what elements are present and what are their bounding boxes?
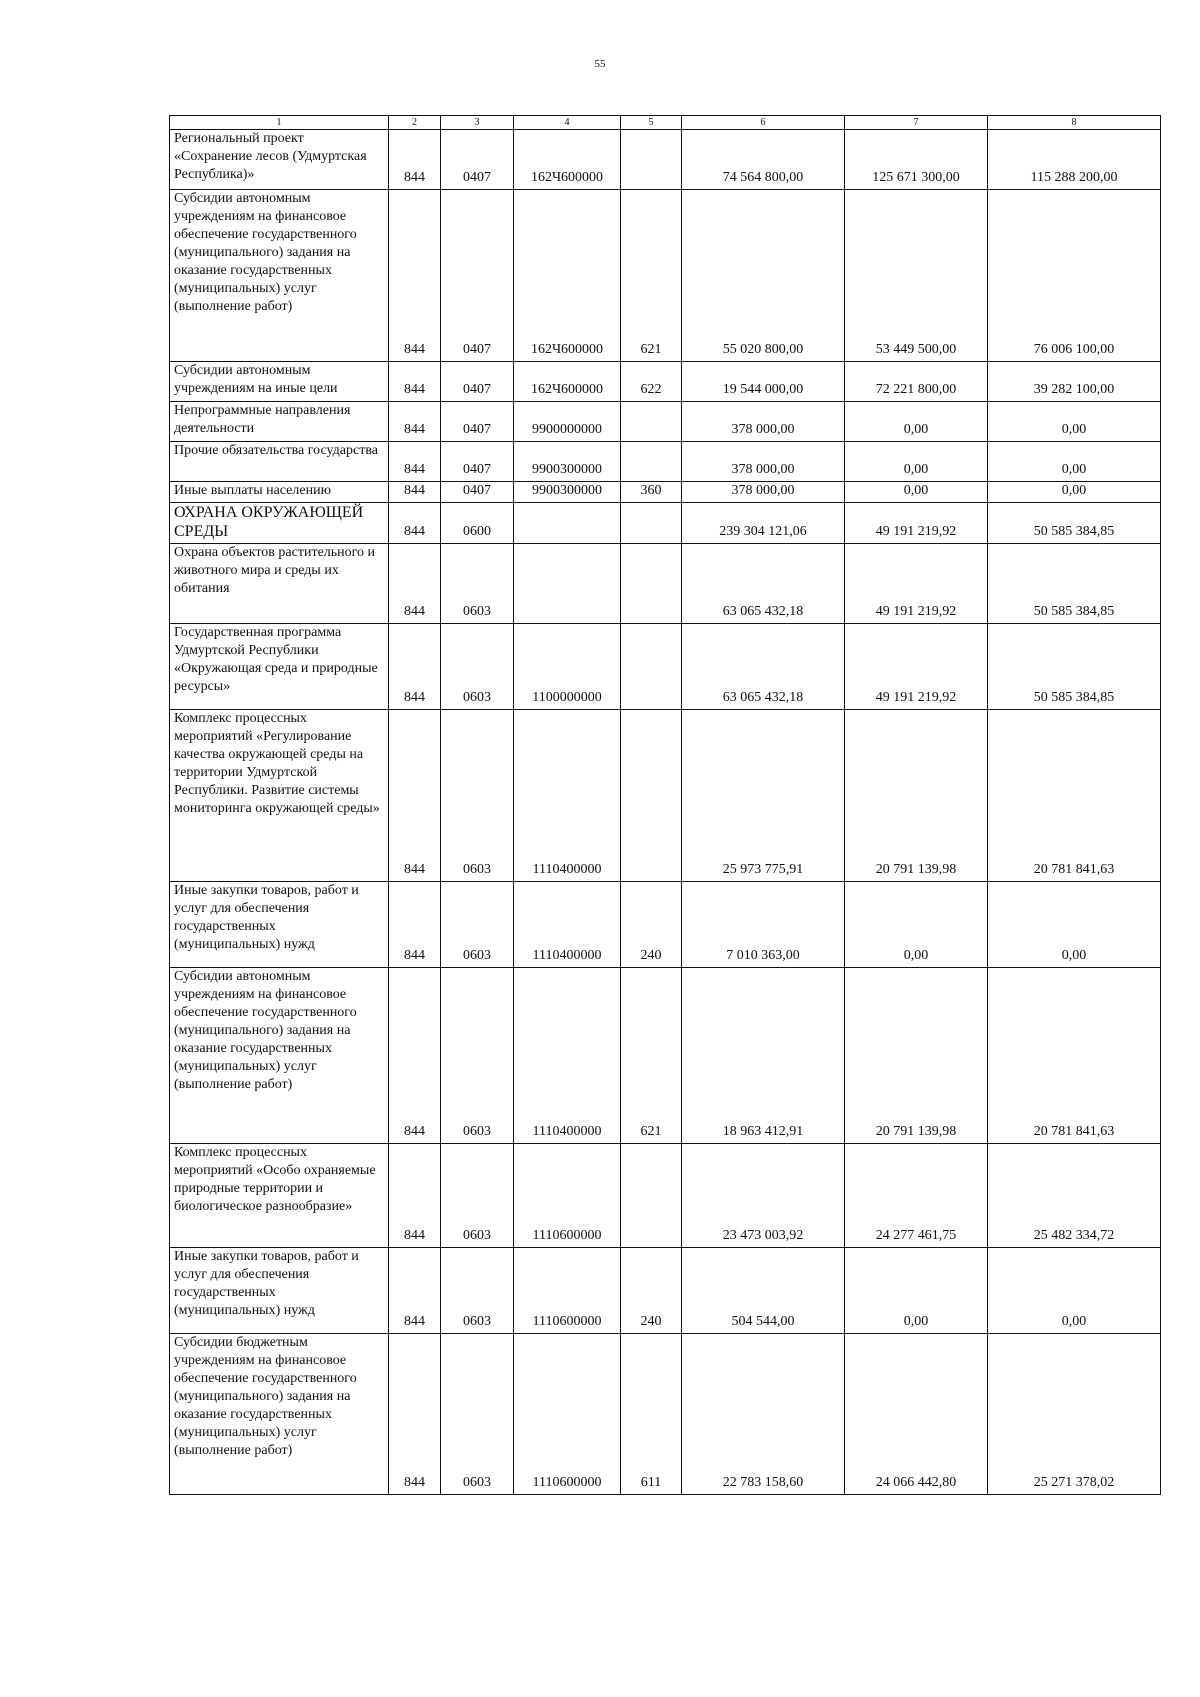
table-row [170,624,1161,710]
grbs-code: 844 [389,624,441,710]
row-name: Комплекс процессных мероприятий «Регулирование качества окружающей среды на территории Удмуртской Республики. Развитие системы мониторинга окружающей среды» [170,710,389,882]
amount-col8: 20 781 841,63 [988,968,1161,1144]
row-name: Охрана объектов растительного и животного мира и среды их обитания [170,544,389,624]
amount-col7: 0,00 [845,482,988,503]
section-code: 0603 [441,1248,514,1334]
amount-col6: 18 963 412,91 [682,968,845,1144]
grbs-code: 844 [389,130,441,190]
column-number: 4 [514,116,621,130]
amount-col8: 25 482 334,72 [988,1144,1161,1248]
table-row [170,544,1161,624]
target-article-code: 9900300000 [514,482,621,503]
grbs-code: 844 [389,710,441,882]
row-name: Государственная программа Удмуртской Республики «Окружающая среда и природные ресурсы» [170,624,389,710]
amount-col6: 504 544,00 [682,1248,845,1334]
section-code: 0603 [441,1334,514,1495]
amount-col6: 7 010 363,00 [682,882,845,968]
grbs-code: 844 [389,968,441,1144]
amount-col8: 0,00 [988,1248,1161,1334]
row-name: Субсидии автономным учреждениям на финансовое обеспечение государственного (муниципального) задания на оказание государственных (муниципальных) услуг (выполнение работ) [170,968,389,1144]
section-code: 0407 [441,130,514,190]
expense-type-code [621,624,682,710]
row-name: Иные закупки товаров, работ и услуг для обеспечения государственных (муниципальных) нужд [170,882,389,968]
column-number: 2 [389,116,441,130]
expense-type-code [621,710,682,882]
section-code: 0603 [441,624,514,710]
target-article-code [514,544,621,624]
section-code: 0407 [441,362,514,402]
table-row [170,402,1161,442]
grbs-code: 844 [389,482,441,503]
amount-col6: 25 973 775,91 [682,710,845,882]
expense-type-code: 611 [621,1334,682,1495]
row-name: Прочие обязательства государства [170,442,389,482]
amount-col8: 0,00 [988,882,1161,968]
expense-type-code [621,130,682,190]
amount-col8: 115 288 200,00 [988,130,1161,190]
target-article-code: 162Ч600000 [514,130,621,190]
amount-col6: 63 065 432,18 [682,624,845,710]
amount-col8: 0,00 [988,482,1161,503]
row-name: Иные закупки товаров, работ и услуг для обеспечения государственных (муниципальных) нужд [170,1248,389,1334]
expense-type-code: 360 [621,482,682,503]
amount-col8: 76 006 100,00 [988,190,1161,362]
target-article-code: 1110400000 [514,710,621,882]
row-name: Субсидии автономным учреждениям на финансовое обеспечение государственного (муниципального) задания на оказание государственных (муниципальных) услуг (выполнение работ) [170,190,389,362]
grbs-code: 844 [389,402,441,442]
target-article-code: 1110400000 [514,968,621,1144]
table-row [170,503,1161,544]
table-row [170,442,1161,482]
section-code: 0603 [441,1144,514,1248]
table-row [170,1144,1161,1248]
budget-table [169,115,1161,1495]
grbs-code: 844 [389,1144,441,1248]
expense-type-code: 622 [621,362,682,402]
expense-type-code [621,1144,682,1248]
grbs-code: 844 [389,882,441,968]
column-number: 5 [621,116,682,130]
amount-col7: 20 791 139,98 [845,710,988,882]
amount-col8: 39 282 100,00 [988,362,1161,402]
table-row [170,1248,1161,1334]
amount-col8: 50 585 384,85 [988,624,1161,710]
target-article-code [514,503,621,544]
section-code: 0603 [441,882,514,968]
table-row [170,1334,1161,1495]
page-number: 55 [594,58,606,70]
column-number-row [170,116,1161,130]
grbs-code: 844 [389,1334,441,1495]
amount-col8: 0,00 [988,402,1161,442]
section-code: 0407 [441,482,514,503]
amount-col7: 24 066 442,80 [845,1334,988,1495]
table-row [170,362,1161,402]
target-article-code: 1110600000 [514,1144,621,1248]
amount-col6: 23 473 003,92 [682,1144,845,1248]
amount-col6: 378 000,00 [682,442,845,482]
amount-col7: 0,00 [845,1248,988,1334]
amount-col7: 24 277 461,75 [845,1144,988,1248]
amount-col7: 125 671 300,00 [845,130,988,190]
amount-col6: 19 544 000,00 [682,362,845,402]
target-article-code: 162Ч600000 [514,362,621,402]
amount-col8: 0,00 [988,442,1161,482]
section-code: 0407 [441,442,514,482]
expense-type-code: 621 [621,968,682,1144]
row-name: Иные выплаты населению [170,482,389,503]
column-number: 1 [170,116,389,130]
section-code: 0407 [441,402,514,442]
expense-type-code [621,442,682,482]
table-row [170,130,1161,190]
section-code: 0603 [441,544,514,624]
amount-col8: 50 585 384,85 [988,544,1161,624]
row-name: Субсидии бюджетным учреждениям на финансовое обеспечение государственного (муниципального) задания на оказание государственных (муниципальных) услуг (выполнение работ) [170,1334,389,1495]
amount-col6: 55 020 800,00 [682,190,845,362]
column-number: 3 [441,116,514,130]
expense-type-code: 240 [621,1248,682,1334]
row-name: ОХРАНА ОКРУЖАЮЩЕЙ СРЕДЫ [170,503,389,544]
amount-col8: 50 585 384,85 [988,503,1161,544]
section-code: 0603 [441,710,514,882]
table-row [170,710,1161,882]
amount-col7: 49 191 219,92 [845,624,988,710]
row-name: Непрограммные направления деятельности [170,402,389,442]
table-row [170,968,1161,1144]
expense-type-code [621,402,682,442]
grbs-code: 844 [389,190,441,362]
amount-col7: 0,00 [845,882,988,968]
section-code: 0407 [441,190,514,362]
row-name: Комплекс процессных мероприятий «Особо охраняемые природные территории и биологическое разнообразие» [170,1144,389,1248]
target-article-code: 1110600000 [514,1334,621,1495]
amount-col7: 20 791 139,98 [845,968,988,1144]
grbs-code: 844 [389,362,441,402]
row-name: Субсидии автономным учреждениям на иные цели [170,362,389,402]
amount-col6: 378 000,00 [682,402,845,442]
target-article-code: 1110400000 [514,882,621,968]
column-number: 7 [845,116,988,130]
amount-col6: 74 564 800,00 [682,130,845,190]
section-code: 0603 [441,968,514,1144]
amount-col6: 22 783 158,60 [682,1334,845,1495]
column-number: 8 [988,116,1161,130]
amount-col6: 239 304 121,06 [682,503,845,544]
target-article-code: 9900300000 [514,442,621,482]
target-article-code: 162Ч600000 [514,190,621,362]
amount-col7: 0,00 [845,442,988,482]
amount-col7: 72 221 800,00 [845,362,988,402]
amount-col7: 0,00 [845,402,988,442]
column-number: 6 [682,116,845,130]
amount-col6: 63 065 432,18 [682,544,845,624]
amount-col7: 49 191 219,92 [845,503,988,544]
expense-type-code [621,544,682,624]
grbs-code: 844 [389,544,441,624]
grbs-code: 844 [389,442,441,482]
amount-col7: 53 449 500,00 [845,190,988,362]
amount-col8: 20 781 841,63 [988,710,1161,882]
target-article-code: 9900000000 [514,402,621,442]
expense-type-code: 240 [621,882,682,968]
amount-col6: 378 000,00 [682,482,845,503]
table-row [170,190,1161,362]
table-row [170,482,1161,503]
table-row [170,882,1161,968]
grbs-code: 844 [389,1248,441,1334]
row-name: Региональный проект «Сохранение лесов (Удмуртская Республика)» [170,130,389,190]
expense-type-code [621,503,682,544]
target-article-code: 1110600000 [514,1248,621,1334]
amount-col8: 25 271 378,02 [988,1334,1161,1495]
amount-col7: 49 191 219,92 [845,544,988,624]
target-article-code: 1100000000 [514,624,621,710]
grbs-code: 844 [389,503,441,544]
section-code: 0600 [441,503,514,544]
expense-type-code: 621 [621,190,682,362]
